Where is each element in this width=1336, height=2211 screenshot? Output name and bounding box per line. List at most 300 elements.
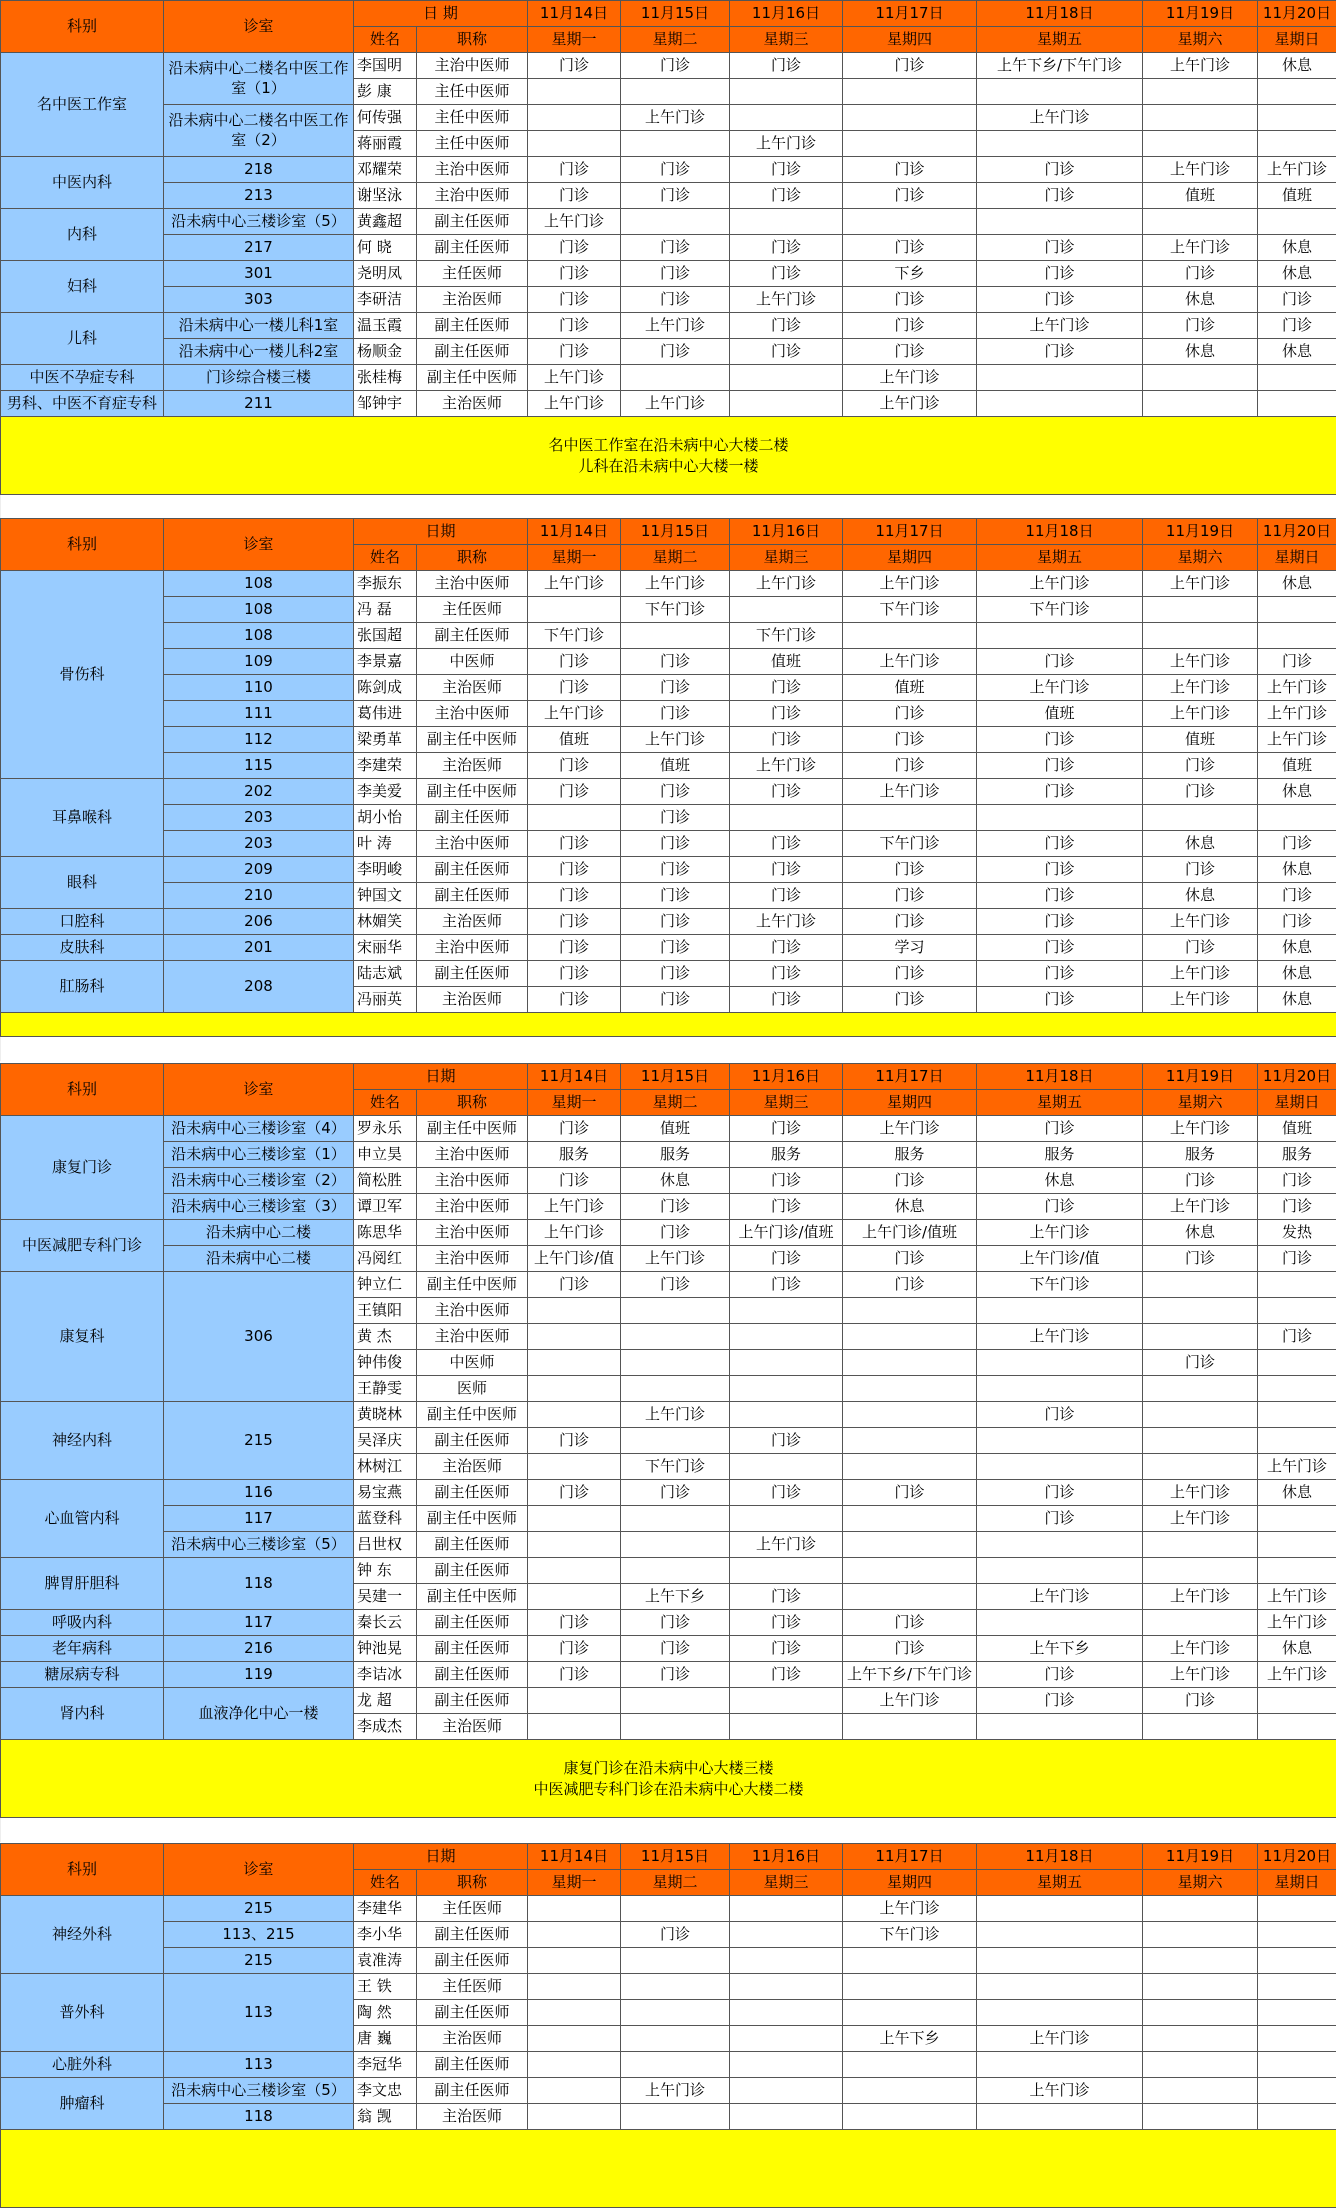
doctor-name-cell: 邹钟宇	[354, 391, 417, 417]
schedule-cell: 门诊	[1143, 1246, 1258, 1272]
schedule-cell: 值班	[843, 675, 977, 701]
doctor-row	[1, 701, 1336, 727]
schedule-cell: 值班	[621, 753, 730, 779]
schedule-cell	[1143, 1896, 1258, 1922]
schedule-cell: 上午门诊	[730, 1532, 843, 1558]
weekday-cell: 星期四	[843, 1870, 977, 1896]
schedule-cell: 休息	[1258, 53, 1336, 79]
schedule-cell: 门诊	[621, 857, 730, 883]
schedule-cell: 门诊	[528, 961, 621, 987]
schedule-cell: 上午门诊	[528, 1194, 621, 1220]
schedule-cell	[843, 1558, 977, 1584]
date-header: 日期	[354, 519, 528, 545]
schedule-cell: 上午门诊	[977, 1324, 1143, 1350]
schedule-cell: 门诊	[977, 235, 1143, 261]
doctor-title-cell: 副主任医师	[417, 1558, 528, 1584]
schedule-table-2	[0, 518, 1336, 1061]
schedule-cell: 上午门诊	[528, 1220, 621, 1246]
room-cell: 301	[164, 261, 354, 287]
schedule-cell	[1258, 805, 1336, 831]
room-cell: 216	[164, 1636, 354, 1662]
schedule-cell: 值班	[730, 649, 843, 675]
schedule-cell: 值班	[621, 1116, 730, 1142]
schedule-cell	[843, 805, 977, 831]
schedule-cell	[843, 623, 977, 649]
doctor-name-cell: 李诘冰	[354, 1662, 417, 1688]
schedule-cell	[977, 1610, 1143, 1636]
schedule-cell	[977, 1454, 1143, 1480]
schedule-cell: 门诊	[528, 883, 621, 909]
weekday-cell: 星期三	[730, 27, 843, 53]
schedule-cell: 门诊	[621, 805, 730, 831]
weekday-cell: 星期日	[1258, 545, 1336, 571]
doctor-title-cell: 主治中医师	[417, 157, 528, 183]
schedule-cell	[528, 2078, 621, 2104]
schedule-cell	[1143, 1714, 1258, 1740]
schedule-cell	[528, 2026, 621, 2052]
room-cell: 沿未病中心三楼诊室（1）	[164, 1142, 354, 1168]
schedule-cell	[528, 805, 621, 831]
schedule-cell: 门诊	[977, 1116, 1143, 1142]
schedule-cell	[1143, 1922, 1258, 1948]
schedule-cell: 门诊	[843, 1168, 977, 1194]
schedule-cell: 上午门诊	[1143, 53, 1258, 79]
schedule-cell: 上午门诊	[977, 105, 1143, 131]
schedule-cell: 下午门诊	[843, 831, 977, 857]
doctor-row	[1, 1246, 1336, 1272]
doctor-name-cell: 张桂梅	[354, 365, 417, 391]
schedule-cell: 门诊	[843, 1610, 977, 1636]
doctor-row	[1, 1116, 1336, 1142]
schedule-cell: 门诊	[843, 701, 977, 727]
schedule-cell	[1258, 1558, 1336, 1584]
doctor-title-cell: 主治医师	[417, 1454, 528, 1480]
doctor-name-cell: 张国超	[354, 623, 417, 649]
schedule-cell: 门诊	[621, 1922, 730, 1948]
spacer-cell	[1, 495, 1336, 519]
doctor-title-cell: 主治中医师	[417, 571, 528, 597]
doctor-title-cell: 主任医师	[417, 1974, 528, 2000]
schedule-cell	[977, 131, 1143, 157]
schedule-cell	[730, 1402, 843, 1428]
schedule-cell	[528, 131, 621, 157]
schedule-cell: 上午门诊	[528, 571, 621, 597]
doctor-title-cell: 主治中医师	[417, 1220, 528, 1246]
weekday-cell: 星期三	[730, 545, 843, 571]
doctor-name-cell: 易宝燕	[354, 1480, 417, 1506]
schedule-cell: 上午门诊	[1258, 1454, 1336, 1480]
note-row	[1, 2130, 1336, 2208]
schedule-cell: 门诊	[528, 675, 621, 701]
schedule-cell	[730, 1948, 843, 1974]
room-header: 诊室	[164, 1844, 354, 1896]
schedule-cell: 下午门诊	[977, 597, 1143, 623]
doctor-row	[1, 1662, 1336, 1688]
note-cell	[1, 2130, 1336, 2208]
department-cell: 脾胃肝胆科	[1, 1558, 164, 1610]
schedule-cell	[1143, 365, 1258, 391]
schedule-cell	[977, 209, 1143, 235]
schedule-cell	[1258, 2104, 1336, 2130]
schedule-cell: 上午门诊	[621, 1402, 730, 1428]
room-cell: 血液净化中心一楼	[164, 1688, 354, 1740]
schedule-cell: 下午门诊	[730, 623, 843, 649]
schedule-cell: 门诊	[1143, 1688, 1258, 1714]
schedule-cell: 服务	[621, 1142, 730, 1168]
schedule-cell	[1258, 1376, 1336, 1402]
header-row-dates	[1, 1, 1336, 27]
schedule-cell: 门诊	[843, 857, 977, 883]
schedule-cell: 门诊	[730, 1480, 843, 1506]
doctor-row	[1, 105, 1336, 131]
schedule-cell	[843, 1506, 977, 1532]
department-cell: 糖尿病专科	[1, 1662, 164, 1688]
title-header: 职称	[417, 545, 528, 571]
room-cell: 沿未病中心三楼诊室（5）	[164, 1532, 354, 1558]
schedule-cell	[621, 1506, 730, 1532]
schedule-cell: 休息	[1143, 339, 1258, 365]
doctor-name-cell: 叶 涛	[354, 831, 417, 857]
schedule-cell	[843, 2052, 977, 2078]
schedule-cell: 下午门诊	[977, 1272, 1143, 1298]
schedule-cell: 上午门诊	[843, 571, 977, 597]
schedule-cell: 门诊	[621, 1480, 730, 1506]
schedule-cell	[843, 2000, 977, 2026]
room-cell: 沿未病中心一楼儿科2室	[164, 339, 354, 365]
doctor-row	[1, 571, 1336, 597]
schedule-cell: 门诊	[730, 1610, 843, 1636]
schedule-cell: 门诊	[843, 1480, 977, 1506]
schedule-cell	[528, 1376, 621, 1402]
schedule-cell: 休息	[1258, 857, 1336, 883]
doctor-title-cell: 主治中医师	[417, 53, 528, 79]
schedule-cell: 下午门诊	[843, 1922, 977, 1948]
schedule-cell	[528, 2052, 621, 2078]
room-cell: 115	[164, 753, 354, 779]
room-cell: 沿未病中心三楼诊室（5）	[164, 2078, 354, 2104]
schedule-cell: 门诊	[730, 157, 843, 183]
schedule-cell: 休息	[1258, 987, 1336, 1013]
schedule-cell: 门诊	[730, 779, 843, 805]
doctor-name-cell: 王镇阳	[354, 1298, 417, 1324]
weekday-cell: 星期六	[1143, 1870, 1258, 1896]
schedule-cell: 门诊	[1143, 313, 1258, 339]
doctor-name-cell: 李研洁	[354, 287, 417, 313]
schedule-cell: 休息	[1143, 831, 1258, 857]
schedule-cell: 门诊	[843, 987, 977, 1013]
schedule-cell: 上午门诊	[1143, 909, 1258, 935]
doctor-name-cell: 林树江	[354, 1454, 417, 1480]
department-cell: 皮肤科	[1, 935, 164, 961]
schedule-cell	[977, 1896, 1143, 1922]
schedule-cell	[1143, 1324, 1258, 1350]
doctor-name-cell: 冯阅红	[354, 1246, 417, 1272]
room-cell: 113	[164, 2052, 354, 2078]
schedule-cell	[1143, 1974, 1258, 2000]
weekday-cell: 星期一	[528, 27, 621, 53]
schedule-cell: 休息	[1258, 261, 1336, 287]
department-cell: 心脏外科	[1, 2052, 164, 2078]
schedule-cell: 门诊	[843, 53, 977, 79]
doctor-row	[1, 857, 1336, 883]
doctor-title-cell: 副主任中医师	[417, 1402, 528, 1428]
date-cell: 11月18日	[977, 1844, 1143, 1870]
schedule-cell: 休息	[1258, 235, 1336, 261]
department-cell: 老年病科	[1, 1636, 164, 1662]
schedule-cell	[730, 2026, 843, 2052]
room-cell: 108	[164, 597, 354, 623]
schedule-cell	[1143, 2000, 1258, 2026]
doctor-row	[1, 753, 1336, 779]
room-cell: 203	[164, 805, 354, 831]
schedule-cell: 上午门诊	[621, 727, 730, 753]
department-cell: 康复门诊	[1, 1116, 164, 1220]
schedule-cell: 门诊	[730, 987, 843, 1013]
schedule-cell: 门诊	[843, 1636, 977, 1662]
schedule-cell	[977, 1428, 1143, 1454]
doctor-row	[1, 1636, 1336, 1662]
schedule-cell: 门诊	[621, 1662, 730, 1688]
schedule-cell	[1258, 1896, 1336, 1922]
schedule-cell: 门诊	[977, 1662, 1143, 1688]
room-cell: 118	[164, 2104, 354, 2130]
doctor-name-cell: 陶 然	[354, 2000, 417, 2026]
doctor-title-cell: 主任中医师	[417, 79, 528, 105]
schedule-cell: 门诊	[528, 779, 621, 805]
schedule-cell: 门诊	[977, 883, 1143, 909]
doctor-title-cell: 主治中医师	[417, 935, 528, 961]
schedule-cell: 门诊	[730, 1636, 843, 1662]
schedule-cell	[1143, 1376, 1258, 1402]
date-cell: 11月15日	[621, 1844, 730, 1870]
schedule-cell: 门诊	[528, 157, 621, 183]
schedule-cell	[1143, 131, 1258, 157]
doctor-row	[1, 209, 1336, 235]
schedule-cell: 上午门诊	[1143, 1636, 1258, 1662]
doctor-title-cell: 副主任医师	[417, 883, 528, 909]
schedule-cell: 门诊	[843, 287, 977, 313]
schedule-cell: 门诊	[528, 339, 621, 365]
schedule-cell	[977, 805, 1143, 831]
schedule-cell	[1143, 1454, 1258, 1480]
doctor-name-cell: 钟国文	[354, 883, 417, 909]
schedule-cell: 门诊	[621, 675, 730, 701]
doctor-name-cell: 李振东	[354, 571, 417, 597]
doctor-title-cell: 副主任中医师	[417, 727, 528, 753]
schedule-cell	[528, 1688, 621, 1714]
doctor-title-cell: 主治中医师	[417, 1194, 528, 1220]
schedule-cell	[730, 1324, 843, 1350]
schedule-cell	[528, 1948, 621, 1974]
doctor-name-cell: 简松胜	[354, 1168, 417, 1194]
schedule-cell: 门诊	[528, 313, 621, 339]
doctor-row	[1, 2104, 1336, 2130]
schedule-cell: 上午下乡/下午门诊	[977, 53, 1143, 79]
doctor-name-cell: 申立昊	[354, 1142, 417, 1168]
schedule-cell: 门诊	[528, 183, 621, 209]
date-cell: 11月19日	[1143, 1, 1258, 27]
doctor-row	[1, 1506, 1336, 1532]
schedule-cell: 门诊	[621, 339, 730, 365]
doctor-name-cell: 王静雯	[354, 1376, 417, 1402]
schedule-cell: 发热	[1258, 1220, 1336, 1246]
doctor-row	[1, 675, 1336, 701]
schedule-cell	[1143, 805, 1258, 831]
schedule-cell: 门诊	[730, 261, 843, 287]
schedule-cell: 上午门诊	[843, 1688, 977, 1714]
schedule-cell: 上午门诊	[528, 701, 621, 727]
schedule-cell: 门诊	[730, 1116, 843, 1142]
weekday-cell: 星期二	[621, 27, 730, 53]
schedule-table-1	[0, 0, 1336, 519]
schedule-cell: 门诊	[730, 235, 843, 261]
schedule-cell: 门诊	[621, 831, 730, 857]
date-cell: 11月20日	[1258, 519, 1336, 545]
doctor-title-cell: 副主任中医师	[417, 779, 528, 805]
doctor-title-cell: 副主任医师	[417, 857, 528, 883]
schedule-cell	[1143, 1558, 1258, 1584]
doctor-name-cell: 钟池晃	[354, 1636, 417, 1662]
schedule-cell	[1258, 1974, 1336, 2000]
doctor-title-cell: 副主任医师	[417, 1610, 528, 1636]
spacer-cell	[1, 1037, 1336, 1061]
schedule-cell: 门诊	[621, 157, 730, 183]
doctor-row	[1, 623, 1336, 649]
header-row-dates	[1, 1844, 1336, 1870]
doctor-name-cell: 何 晓	[354, 235, 417, 261]
doctor-name-cell: 李建华	[354, 1896, 417, 1922]
schedule-cell: 门诊	[528, 1116, 621, 1142]
room-cell: 203	[164, 831, 354, 857]
doctor-name-cell: 秦长云	[354, 1610, 417, 1636]
schedule-cell: 门诊	[843, 1272, 977, 1298]
room-cell: 306	[164, 1272, 354, 1402]
schedule-cell	[843, 1974, 977, 2000]
schedule-cell	[1143, 1272, 1258, 1298]
schedule-cell: 上午门诊	[843, 365, 977, 391]
name-header: 姓名	[354, 1090, 417, 1116]
schedule-cell	[1258, 2078, 1336, 2104]
note-row	[1, 1740, 1336, 1818]
schedule-cell: 休息	[1258, 779, 1336, 805]
department-cell: 神经内科	[1, 1402, 164, 1480]
schedule-cell: 门诊	[730, 1194, 843, 1220]
schedule-cell	[1258, 209, 1336, 235]
department-cell: 肾内科	[1, 1688, 164, 1740]
schedule-cell: 值班	[1258, 1116, 1336, 1142]
date-cell: 11月14日	[528, 1064, 621, 1090]
name-header: 姓名	[354, 1870, 417, 1896]
schedule-cell: 上午门诊/值	[977, 1246, 1143, 1272]
schedule-cell: 门诊	[843, 909, 977, 935]
schedule-cell	[730, 1688, 843, 1714]
doctor-row	[1, 261, 1336, 287]
schedule-cell	[843, 1948, 977, 1974]
note-row	[1, 417, 1336, 495]
header-row-dates	[1, 1064, 1336, 1090]
schedule-cell	[1258, 131, 1336, 157]
schedule-cell: 上午门诊	[1143, 987, 1258, 1013]
date-cell: 11月17日	[843, 1064, 977, 1090]
schedule-cell	[1143, 79, 1258, 105]
weekday-cell: 星期四	[843, 545, 977, 571]
schedule-cell: 门诊	[977, 183, 1143, 209]
date-cell: 11月17日	[843, 1, 977, 27]
schedule-cell	[843, 2078, 977, 2104]
weekday-cell: 星期一	[528, 1090, 621, 1116]
schedule-cell: 休息	[1258, 339, 1336, 365]
schedule-cell: 上午门诊	[1258, 675, 1336, 701]
schedule-cell: 上午门诊	[1258, 1662, 1336, 1688]
doctor-title-cell: 主任医师	[417, 597, 528, 623]
schedule-cell: 门诊	[730, 961, 843, 987]
room-cell: 沿未病中心一楼儿科1室	[164, 313, 354, 339]
schedule-cell	[843, 79, 977, 105]
schedule-cell	[730, 1350, 843, 1376]
weekday-cell: 星期二	[621, 1090, 730, 1116]
schedule-cell	[977, 1714, 1143, 1740]
schedule-cell	[1258, 1506, 1336, 1532]
schedule-cell: 上午门诊	[621, 571, 730, 597]
schedule-cell: 门诊	[843, 235, 977, 261]
schedule-cell: 上午门诊	[730, 571, 843, 597]
schedule-cell: 休息	[1258, 961, 1336, 987]
schedule-cell: 门诊	[528, 1168, 621, 1194]
doctor-name-cell: 黄晓林	[354, 1402, 417, 1428]
room-cell: 117	[164, 1506, 354, 1532]
room-cell: 109	[164, 649, 354, 675]
department-cell: 眼科	[1, 857, 164, 909]
schedule-cell: 上午门诊	[977, 1584, 1143, 1610]
doctor-row	[1, 1974, 1336, 2000]
schedule-cell	[730, 1376, 843, 1402]
schedule-cell: 门诊	[730, 53, 843, 79]
schedule-cell	[1258, 105, 1336, 131]
weekday-cell: 星期四	[843, 27, 977, 53]
schedule-cell	[730, 391, 843, 417]
schedule-cell	[1258, 1272, 1336, 1298]
schedule-cell	[730, 1454, 843, 1480]
doctor-title-cell: 主治医师	[417, 287, 528, 313]
date-cell: 11月15日	[621, 1, 730, 27]
schedule-cell	[528, 1714, 621, 1740]
schedule-cell: 上午门诊	[621, 1246, 730, 1272]
schedule-cell: 上午门诊	[1258, 157, 1336, 183]
schedule-cell	[528, 1532, 621, 1558]
schedule-cell	[730, 2000, 843, 2026]
schedule-cell	[528, 1298, 621, 1324]
spacer-row	[1, 495, 1336, 519]
schedule-cell: 服务	[730, 1142, 843, 1168]
doctor-row	[1, 287, 1336, 313]
room-cell: 201	[164, 935, 354, 961]
doctor-name-cell: 李明峻	[354, 857, 417, 883]
schedule-cell: 门诊	[621, 935, 730, 961]
schedule-cell: 上午门诊	[977, 2026, 1143, 2052]
schedule-cell	[528, 2000, 621, 2026]
doctor-name-cell: 梁勇革	[354, 727, 417, 753]
schedule-cell: 门诊	[977, 727, 1143, 753]
schedule-cell	[1258, 1350, 1336, 1376]
schedule-cell: 门诊	[1258, 287, 1336, 313]
schedule-cell	[1143, 597, 1258, 623]
schedule-cell	[843, 1298, 977, 1324]
schedule-cell: 值班	[1258, 183, 1336, 209]
schedule-cell: 门诊	[1258, 1194, 1336, 1220]
room-cell: 218	[164, 157, 354, 183]
schedule-cell	[621, 1948, 730, 1974]
schedule-cell	[843, 1714, 977, 1740]
